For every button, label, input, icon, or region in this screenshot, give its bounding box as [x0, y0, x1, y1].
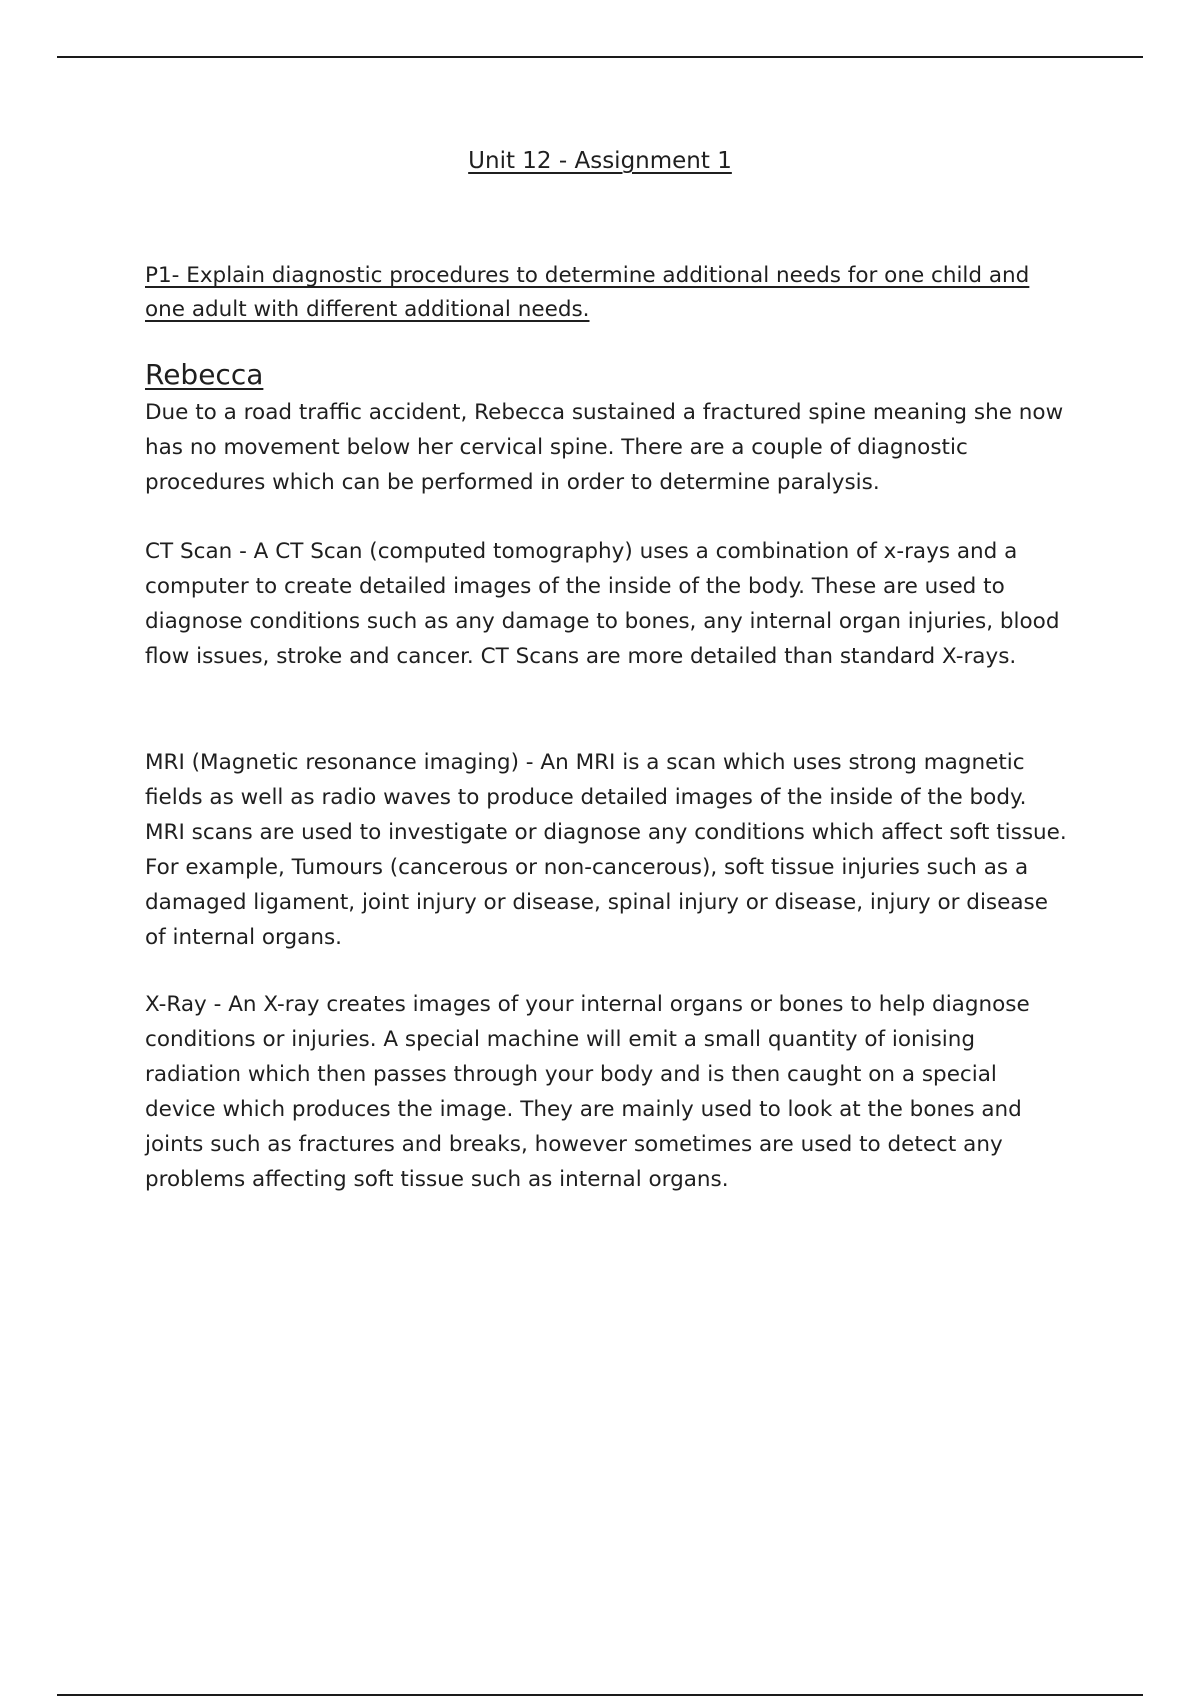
task-heading: P1- Explain diagnostic procedures to determine additional needs for one child and one adult with different additional needs.	[145, 263, 1030, 322]
paragraph-x-ray: X-Ray - An X-ray creates images of your internal organs or bones to help diagnose conditions or injuries. A special machine will emit a small quantity of ionising radiation which then passes through your body and is then caught on a special device which produces the image. They are mainly used to look at the bones and joints such as fractures and breaks, however sometimes are used to detect any problems affecting soft tissue such as internal organs.	[145, 992, 1030, 1192]
paragraph-mri: MRI (Magnetic resonance imaging) - An MRI is a scan which uses strong magnetic fields as well as radio waves to produce detailed images of the inside of the body. MRI scans are used to investigate or diagnose any conditions which affect soft tissue. For example, Tumours (cancerous or non-cancerous), soft tissue injuries such as a damaged ligament, joint injury or disease, spinal injury or disease, injury or disease of internal organs.	[145, 750, 1067, 950]
header-rule	[57, 56, 1143, 58]
paragraph-ct-scan: CT Scan - A CT Scan (computed tomography) uses a combination of x-rays and a computer to create detailed images of the inside of the body. These are used to diagnose conditions such as any damage to bones, any internal organ injuries, blood flow issues, stroke and cancer. CT Scans are more detailed than standard X-rays.	[145, 539, 1060, 669]
document-title: Unit 12 - Assignment 1	[468, 148, 732, 174]
subject-heading: Rebecca	[145, 358, 264, 391]
paragraph-intro: Due to a road traffic accident, Rebecca sustained a fractured spine meaning she now has no movement below her cervical spine. There are a couple of diagnostic procedures which can be performed in order to determine paralysis.	[145, 400, 1064, 495]
footer-rule	[57, 1694, 1143, 1696]
